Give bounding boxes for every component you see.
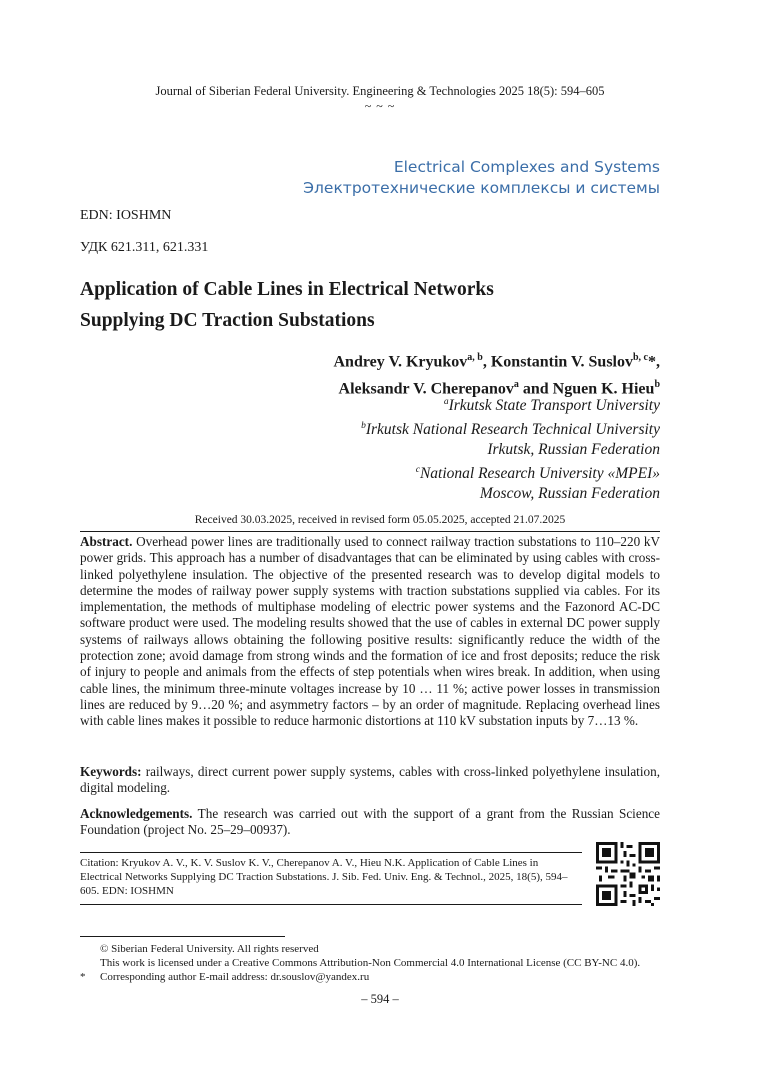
- affiliation-c-city: Moscow, Russian Federation: [479, 485, 660, 503]
- author-name: Nguen K. Hieu: [552, 380, 655, 398]
- keywords-label: Keywords:: [80, 764, 142, 779]
- acknowledgements-label: Acknowledgements.: [80, 806, 193, 821]
- affiliation-c: [361, 460, 660, 484]
- corresponding-author-email: Corresponding author E-mail address: dr.souslov@yandex.ru: [100, 971, 370, 983]
- affiliation-sup: c: [415, 465, 420, 476]
- divider: [80, 852, 582, 853]
- qr-code-icon[interactable]: [596, 842, 660, 906]
- paper-title-line-2: Supplying DC Traction Substations: [80, 310, 375, 331]
- paper-title-line-1: Application of Cable Lines in Electrical Networks: [80, 279, 494, 300]
- author-conjunction: and: [518, 380, 553, 398]
- paper-title: [80, 274, 680, 336]
- udk-code: УДК 621.311, 621.331: [80, 240, 209, 255]
- affiliation-sup: b: [361, 421, 366, 432]
- divider: [80, 904, 582, 905]
- affiliation-b-city: Irkutsk, Russian Federation: [487, 441, 660, 459]
- affiliation-list: [361, 392, 660, 504]
- affiliation-sup: a: [443, 397, 449, 407]
- abstract: [80, 534, 660, 730]
- section-title-en: Electrical Complexes and Systems: [393, 158, 660, 176]
- footnote-divider: [80, 936, 285, 937]
- affiliation-b: [361, 416, 660, 440]
- edn-code: EDN: IOSHMN: [80, 208, 172, 223]
- author-line-1: [333, 346, 660, 373]
- author-affil-sup: a, b: [467, 352, 483, 363]
- author-name: Konstantin V. Suslov: [490, 353, 633, 371]
- author-affil-sup: a: [513, 379, 519, 391]
- acknowledgements-text: The research was carried out with the support of a grant from the Russian Science Foundation (project No. 25–29–00937).: [80, 806, 660, 838]
- citation: Citation: Kryukov A. V., K. V. Suslov K. V., Cherepanov A. V., Hieu N.K. Application of Cable Lines in Electrical Networks Supplying DC Traction Substations. J. Sib. Fed. Univ. Eng. & Technol., 2025, 18(5), 594–605. EDN: IOSHMN: [80, 857, 568, 897]
- section-title-ru: Электротехнические комплексы и системы: [303, 179, 660, 197]
- affiliation-text: National Research University «MPEI»: [419, 465, 660, 483]
- affiliation-text: Irkutsk National Research Technical University: [365, 421, 660, 439]
- page-number: – 594 –: [361, 992, 399, 1006]
- keywords-text: railways, direct current power supply systems, cables with cross-linked polyethylene insulation, digital modeling.: [80, 764, 660, 796]
- abstract-text: Overhead power lines are traditionally used to connect railway traction substations to 110–220 kV power grids. This approach has a number of disadvantages that can be eliminated by using cables with cross-linked polyethylene insulation. The objective of the presented research was to develop digital models to determine the modes of railway power supply systems with traction substations supplied via cables. For its implementation, the methods of multiphase modeling of electric power systems and the Fazonord AC-DC software product were used. The modeling results showed that the use of cables in external DC power supply systems of railways allows obtaining the following positive results: significantly reduce the width of the protection zone; avoid damage from strong winds and the formation of ice and frost deposits; reduce the risk of injury to people and animals from the effects of step potentials when wires break. In addition, when using cable lines, the minimum three-minute voltages increase by 10 … 11 %; active power losses in transmission lines are reduced by 9…20 %; and asymmetry factors – by an order of magnitude. Replacing overhead lines with cable lines makes it possible to reduce harmonic distortions at 110 kV substation inputs by 7…13 %.: [80, 534, 660, 729]
- acknowledgements: [80, 806, 660, 839]
- author-affil-sup: b, c: [633, 352, 648, 363]
- author-name: Aleksandr V. Cherepanov: [338, 380, 514, 398]
- corresponding-mark: *,: [648, 353, 660, 371]
- author-separator: ,: [482, 353, 491, 371]
- keywords: [80, 764, 660, 797]
- header-separator: ~ ~ ~: [364, 99, 396, 113]
- affiliation-a: [361, 392, 660, 416]
- journal-header: Journal of Siberian Federal University. Engineering & Technologies 2025 18(5): 594–605: [155, 84, 605, 98]
- author-name: Andrey V. Kryukov: [333, 353, 468, 371]
- affiliation-text: Irkutsk State Transport University: [448, 397, 660, 415]
- divider: [80, 531, 660, 532]
- received-dates: Received 30.03.2025, received in revised form 05.05.2025, accepted 21.07.2025: [194, 514, 566, 526]
- footnote-marker: *: [80, 971, 86, 983]
- copyright-notice: © Siberian Federal University. All rights reserved: [100, 943, 319, 955]
- license-notice: This work is licensed under a Creative Commons Attribution-Non Commercial 4.0 International License (CC BY-NC 4.0).: [100, 957, 641, 969]
- abstract-label: Abstract.: [80, 534, 133, 549]
- author-affil-sup: b: [654, 379, 660, 391]
